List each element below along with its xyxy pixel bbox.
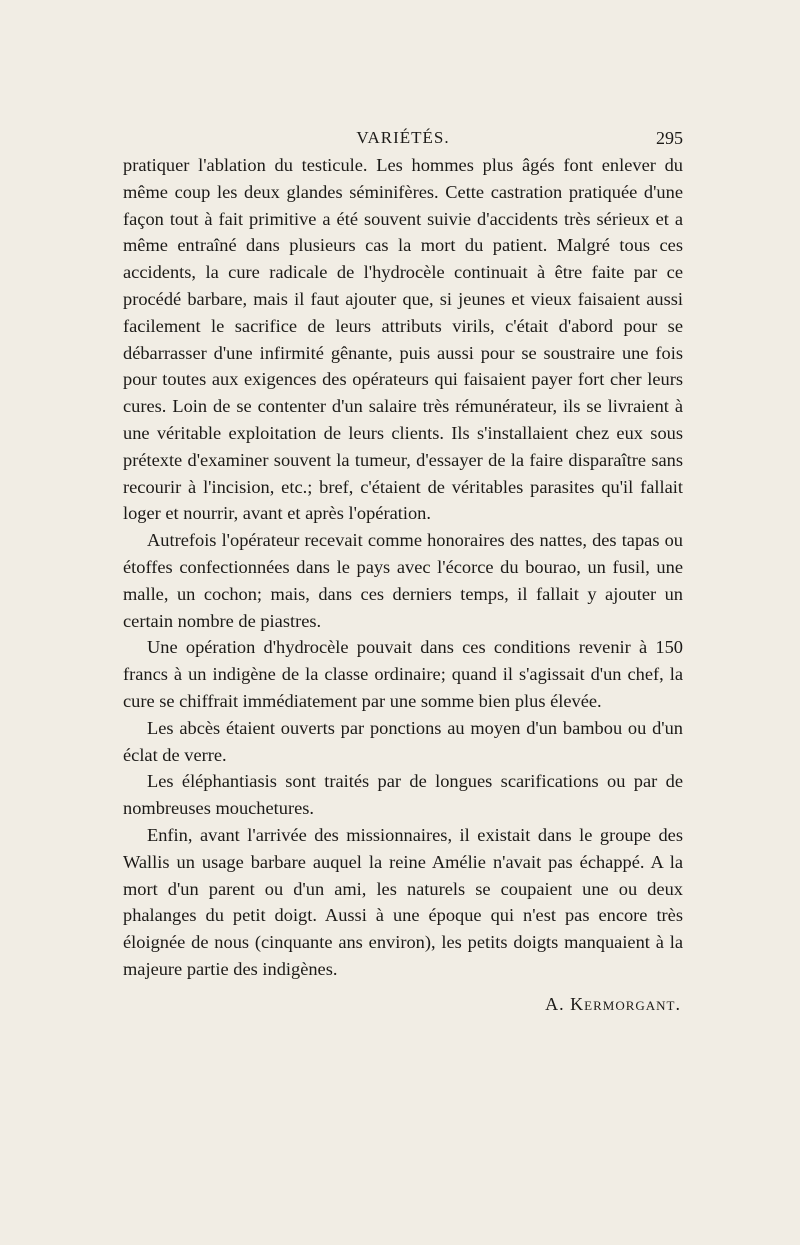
body-text: [123, 152, 683, 1017]
running-title: VARIÉTÉS.: [356, 128, 450, 147]
page-number: 295: [656, 128, 683, 148]
paragraph-cost: Une opération d'hydrocèle pouvait dans ces conditions revenir à 150 francs à un indigène de la classe ordinaire; quand il s'agissait d'un chef, la cure se chiffrait immédiatement par une somme bien plus élevée.: [123, 637, 683, 711]
paragraph-honoraires: Autrefois l'opérateur recevait comme honoraires des nattes, des tapas ou étoffes confectionnées dans le pays avec l'écorce du bourao, un fusil, une malle, un cochon; mais, dans ces derniers temps, il fallait y ajouter un certain nombre de piastres.: [123, 530, 683, 631]
paragraph-wallis: Enfin, avant l'arrivée des missionnaires, il existait dans le groupe des Wallis un usage barbare auquel la reine Amélie n'avait pas échappé. A la mort d'un parent ou d'un ami, les naturels se coupaient une ou deux phalanges du petit doigt. Aussi à une époque qui n'est pas encore très éloignée de nous (cinquante ans environ), les petits doigts manquaient à la majeure partie des indigènes.: [123, 824, 683, 979]
signature-initial: A. K: [545, 993, 585, 1014]
paragraph-castration: pratiquer l'ablation du testicule. Les hommes plus âgés font enlever du même coup les deux glandes séminifères. Cette castration pratiquée d'une façon tout à fait primitive a été souvent suivie d'accidents très sérieux et a même entraîné dans plusieurs cas la mort du patient. Malgré tous ces accidents, la cure radicale de l'hydrocèle continuait à être faite par ce procédé barbare, mais il faut ajouter que, si jeunes et vieux faisaient aussi facilement le sacrifice de leurs attributs virils, c'était d'abord pour se débarrasser d'une infirmité gênante, puis aussi pour se soustraire une fois pour toutes aux exigences des opérateurs qui faisaient payer fort cher leurs cures. Loin de se contenter d'un salaire très rémunérateur, ils se livraient à une véritable exploitation de leurs clients. Ils s'installaient chez eux sous prétexte d'examiner souvent la tumeur, d'essayer de la faire disparaître sans recourir à l'incision, etc.; bref, c'étaient de véritables parasites qu'il fallait loger et nourrir, avant et après l'opération.: [123, 155, 683, 524]
signature-rest: ermorgant.: [584, 993, 681, 1014]
page-header: [123, 126, 683, 150]
paragraph-abces: Les abcès étaient ouverts par ponctions au moyen d'un bambou ou d'un éclat de verre.: [123, 717, 683, 765]
paragraph-elephantiasis: Les éléphantiasis sont traités par de longues scarifications ou par de nombreuses mouchetures.: [123, 771, 683, 819]
author-signature: [123, 991, 683, 1017]
